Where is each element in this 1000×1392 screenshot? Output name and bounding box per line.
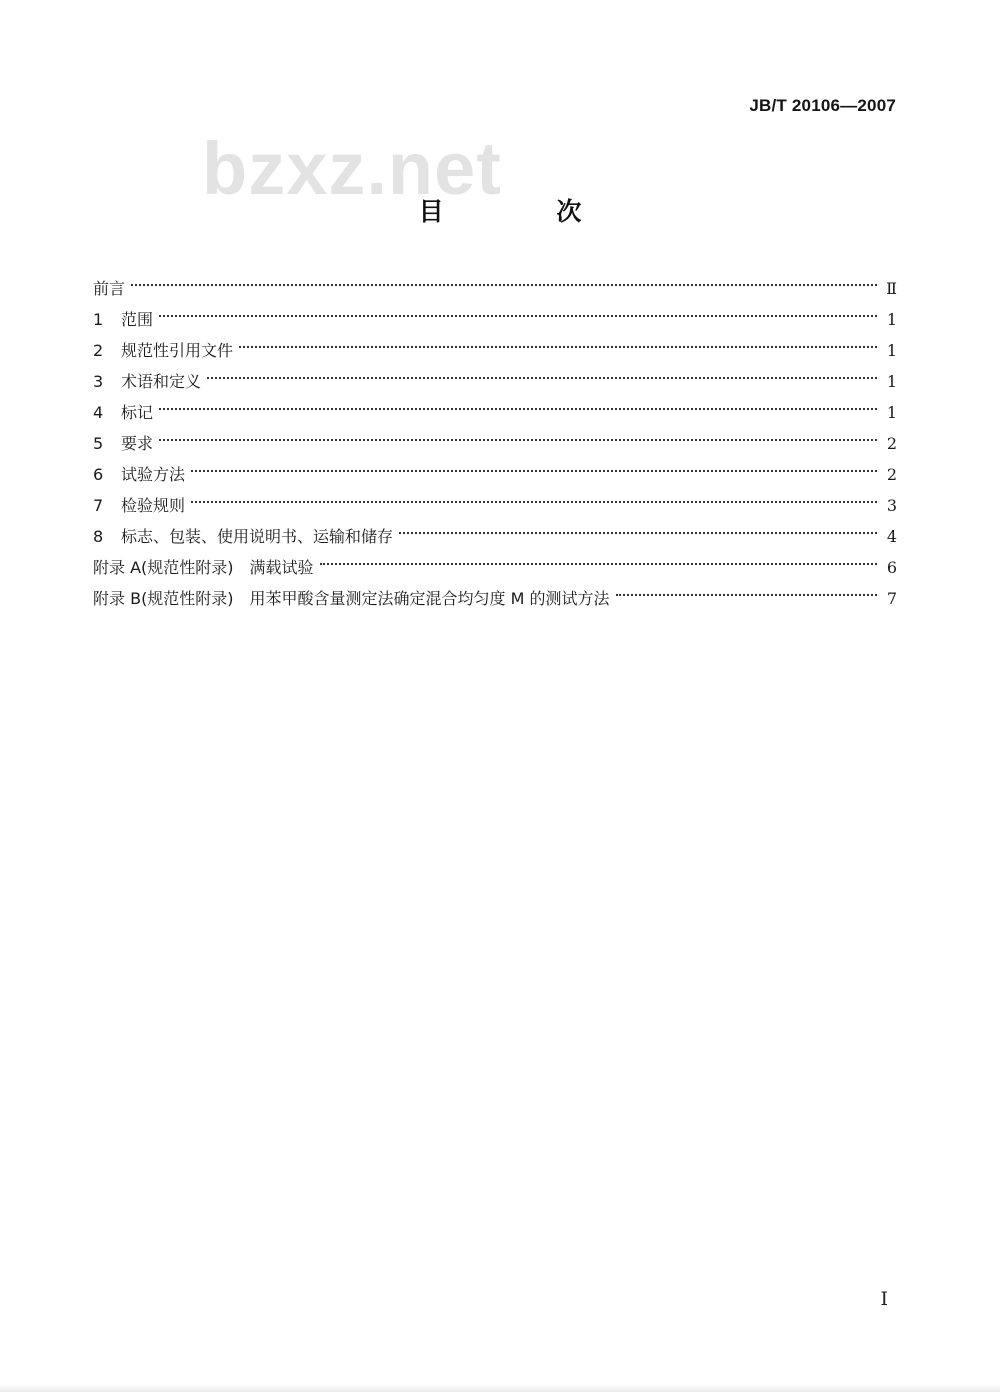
toc-entry-page: 2 [886,434,897,453]
toc-leader [191,470,877,472]
toc-entry-4[interactable] [93,397,897,428]
toc-entry-1[interactable] [93,304,897,335]
toc-entry-label: 范围 [121,310,154,329]
toc-entry-label: 标记 [121,403,154,422]
toc-entry-appendix-b[interactable] [93,583,897,614]
toc-entry-foreword[interactable] [93,273,897,304]
toc-entry-number: 1 [93,310,104,329]
toc-entry-label: 要求 [121,434,154,453]
toc-entry-page: 6 [886,558,897,577]
toc-leader [159,408,877,410]
toc-entry-page: 4 [886,527,897,546]
toc-entry-number: 6 [93,465,104,484]
page-number: I [880,1288,888,1310]
toc-leader [159,439,877,441]
toc-leader [239,346,877,348]
toc-entry-label: 术语和定义 [121,372,202,391]
toc-entry-2[interactable] [93,335,897,366]
toc-leader [159,315,877,317]
toc-entry-page: Ⅱ [886,279,897,298]
table-of-contents [93,273,897,614]
toc-entry-page: 1 [886,310,897,329]
toc-leader [191,501,877,503]
toc-entry-number: 7 [93,496,104,515]
toc-entry-page: 2 [886,465,897,484]
toc-leader [320,563,877,565]
toc-leader [131,284,877,286]
toc-entry-6[interactable] [93,459,897,490]
toc-entry-label: 试验方法 [121,465,186,484]
toc-entry-7[interactable] [93,490,897,521]
toc-entry-number: 4 [93,403,104,422]
toc-entry-8[interactable] [93,521,897,552]
toc-leader [399,532,877,534]
toc-leader [616,594,877,596]
toc-entry-number: 2 [93,341,104,360]
toc-entry-page: 1 [886,372,897,391]
toc-entry-page: 7 [886,589,897,608]
toc-entry-label: 标志、包装、使用说明书、运输和储存 [121,527,394,546]
toc-entry-appendix-a[interactable] [93,552,897,583]
toc-entry-page: 3 [886,496,897,515]
toc-entry-label: 附录 B(规范性附录) 用苯甲酸含量测定法确定混合均匀度 M 的测试方法 [93,589,610,608]
toc-leader [207,377,877,379]
toc-entry-5[interactable] [93,428,897,459]
toc-entry-3[interactable] [93,366,897,397]
toc-entry-label: 附录 A(规范性附录) 满载试验 [93,558,314,577]
toc-entry-page: 1 [886,341,897,360]
toc-entry-number: 3 [93,372,104,391]
toc-entry-label: 检验规则 [121,496,186,515]
toc-entry-number: 5 [93,434,104,453]
toc-entry-number: 8 [93,527,104,546]
standard-code: JB/T 20106—2007 [749,96,896,115]
toc-entry-label: 前言 [93,279,126,298]
toc-entry-page: 1 [886,403,897,422]
toc-entry-label: 规范性引用文件 [121,341,234,360]
page-edge [0,1384,1000,1392]
watermark: bzxz.net [202,127,502,210]
page-title: 目 次 [418,197,634,226]
